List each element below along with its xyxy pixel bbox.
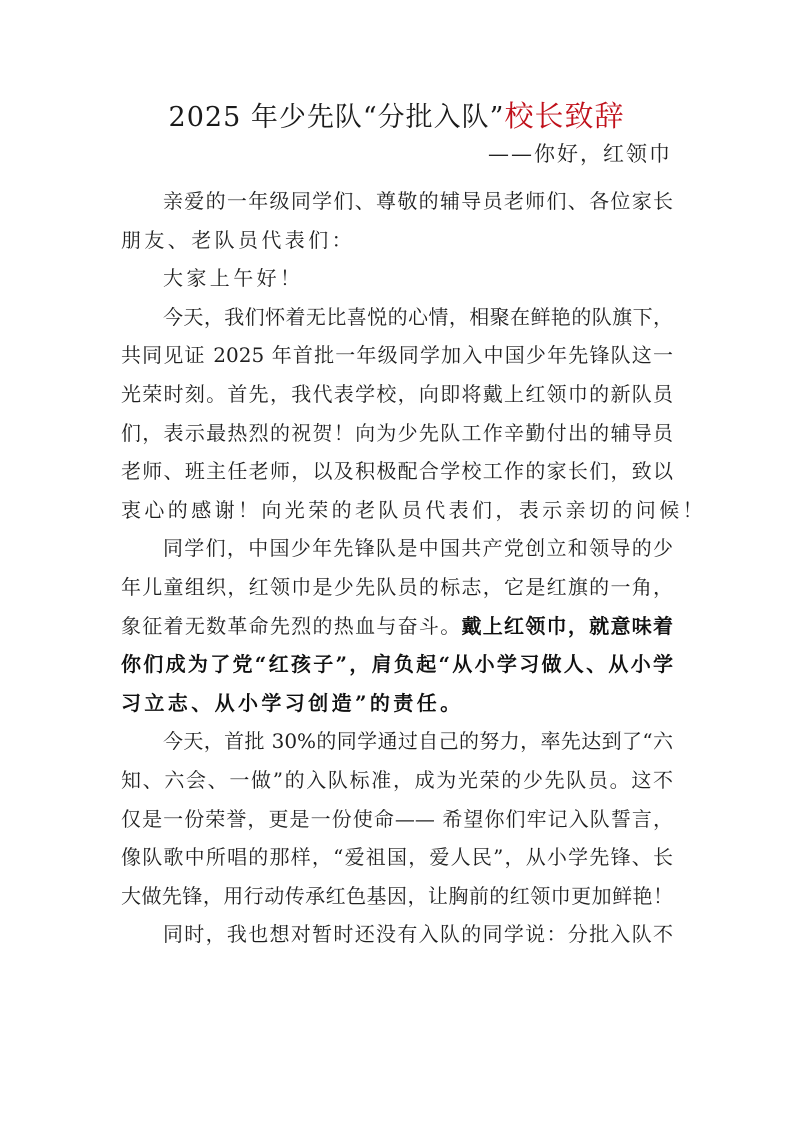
paragraph-line	[121, 645, 673, 684]
line-text: 象征着无数革命先烈的热血与奋斗。	[121, 613, 462, 638]
paragraph-line	[121, 761, 673, 800]
line-text: 们，表示最热烈的祝贺！向为少先队工作辛勤付出的辅导员	[121, 420, 673, 445]
title-highlight: 校长致辞	[504, 99, 625, 133]
line-text: 老师、班主任老师，以及积极配合学校工作的家长们，致以	[121, 459, 673, 484]
paragraph-line	[121, 491, 706, 530]
paragraph-line	[121, 414, 673, 453]
bold-text: 你们成为了党“红孩子”，肩负起“从小学习做人、从小学	[121, 652, 673, 677]
paragraph-line	[121, 529, 673, 568]
paragraph-line	[121, 568, 673, 607]
paragraph-line	[121, 838, 673, 877]
paragraph-line	[121, 221, 673, 260]
document-body	[121, 182, 706, 954]
paragraph-line	[121, 182, 673, 221]
greeting-line	[121, 259, 673, 298]
line-text: 知、六会、一做”的入队标准，成为光荣的少先队员。这不	[121, 767, 673, 792]
line-text: 大家上午好！	[163, 266, 304, 291]
line-text: 共同见证 2025 年首批一年级同学加入中国少年先锋队这一	[121, 343, 673, 368]
paragraph-line	[121, 452, 673, 491]
line-text: 今天，首批 30%的同学通过自己的努力，率先达到了“六	[163, 729, 673, 754]
title-prefix: 2025 年少先队“分批入队”	[168, 102, 505, 133]
paragraph-line	[121, 800, 673, 839]
line-text: 大做先锋，用行动传承红色基因，让胸前的红领巾更加鲜艳！	[121, 883, 673, 908]
document-subtitle: ——你好，红领巾	[488, 142, 672, 166]
line-text: 今天，我们怀着无比喜悦的心情，相聚在鲜艳的队旗下，	[163, 304, 673, 329]
line-text: 仅是一份荣誉，更是一份使命—— 希望你们牢记入队誓言，	[121, 806, 673, 831]
paragraph-line	[121, 375, 673, 414]
paragraph-line	[121, 298, 673, 337]
paragraph-line	[121, 722, 673, 761]
paragraph-line	[121, 915, 673, 954]
line-text: 像队歌中所唱的那样，“爱祖国，爱人民”，从小学先锋、长	[121, 845, 673, 870]
bold-text: 习立志、从小学习创造”的责任。	[121, 690, 464, 715]
line-text: 同时，我也想对暂时还没有入队的同学说：分批入队不	[163, 922, 673, 947]
paragraph-line	[121, 336, 673, 375]
line-text: 年儿童组织，红领巾是少先队员的标志，它是红旗的一角，	[121, 574, 673, 599]
line-text: 同学们，中国少年先锋队是中国共产党创立和领导的少	[163, 536, 673, 561]
paragraph-line	[121, 877, 673, 916]
line-text: 亲爱的一年级同学们、尊敬的辅导员老师们、各位家长	[163, 189, 673, 213]
line-text: 朋友、老队员代表们：	[121, 227, 355, 252]
line-text: 衷心的感谢！向光荣的老队员代表们，表示亲切的问候！	[121, 497, 706, 522]
bold-text: 戴上红领巾，就意味着	[461, 613, 674, 638]
paragraph-line	[121, 607, 673, 646]
document-title	[0, 98, 793, 136]
paragraph-line	[121, 684, 673, 723]
line-text: 光荣时刻。首先，我代表学校，向即将戴上红领巾的新队员	[121, 381, 673, 406]
